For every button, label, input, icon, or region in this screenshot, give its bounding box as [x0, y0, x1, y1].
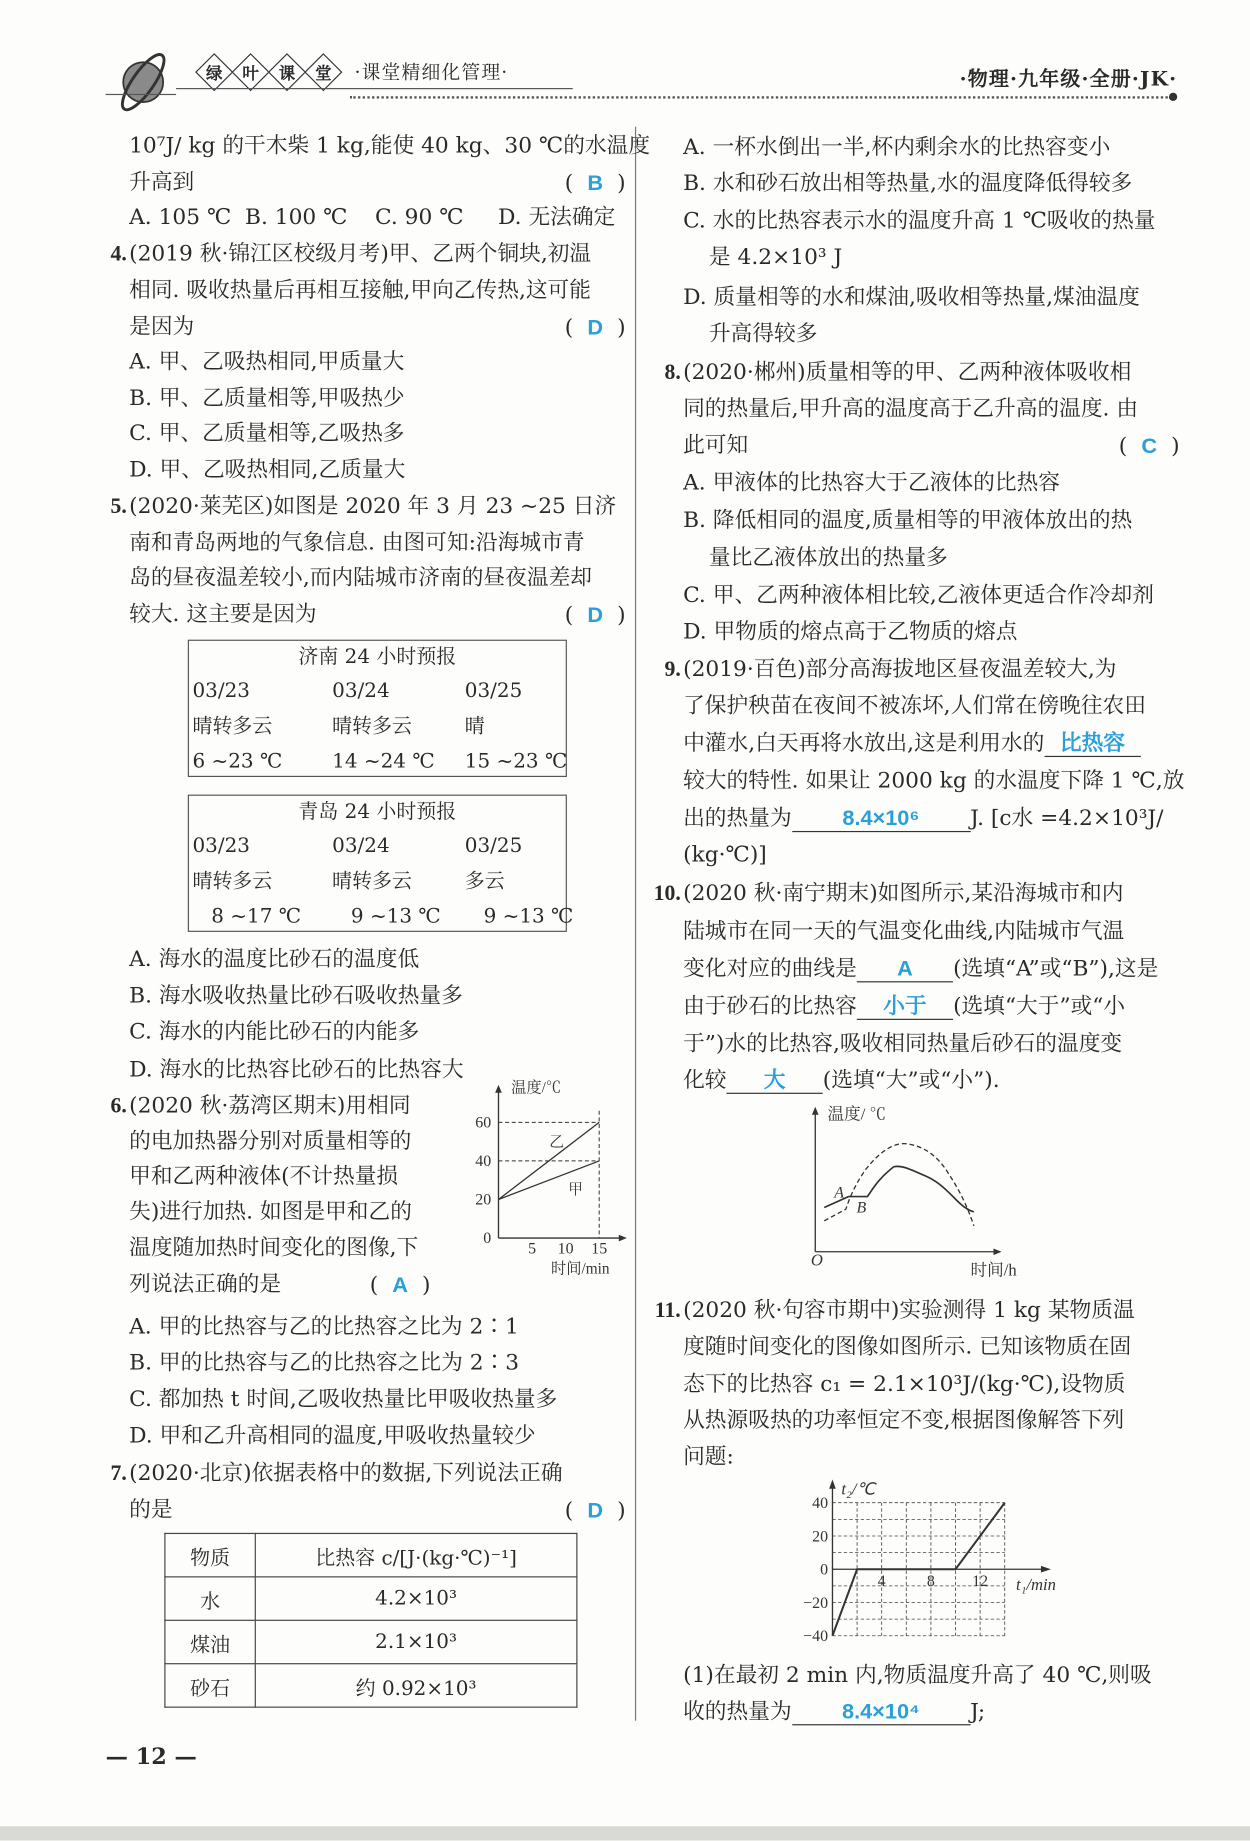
x-axis-arrow-icon [619, 1235, 627, 1242]
line-text: D. 海水的比热容比砂石的比热容大 [129, 1057, 464, 1083]
text-line [129, 1495, 628, 1526]
text-line [683, 617, 1182, 648]
paren-open: ( [564, 603, 574, 628]
answer-blank[interactable]: 8.4×10⁴ [792, 1698, 970, 1725]
line-text: C. 水的比热容表示水的温度升高 1 ℃吸收的热量 [683, 208, 1156, 234]
forecast-weather: 晴转多云 [192, 714, 273, 739]
q10-temperature-curve-graph [799, 1089, 1018, 1279]
y-axis-label: 温度/ ℃ [827, 1104, 887, 1124]
forecast-weather: 多云 [464, 869, 505, 894]
table-cell: 2.1×10³ [255, 1620, 577, 1663]
paren-close: ) [617, 315, 626, 341]
answer-letter: B [587, 170, 604, 195]
line-text: 较大. 这主要是因为 [129, 602, 317, 627]
answer-blank[interactable]: A [857, 955, 953, 982]
line-text: 由于砂石的比热容 [683, 994, 857, 1019]
x-axis-arrow-icon [993, 1248, 1001, 1255]
header-slogan: ·课堂精细化管理· [354, 61, 509, 84]
line-text: 较大的特性. 如果让 2000 kg 的水温度下降 1 ℃,放 [683, 768, 1185, 794]
line-text: 升高到 [129, 170, 195, 195]
choice-answer [370, 1270, 431, 1302]
line-text: 陆城市在同一天的气温变化曲线,内陆城市气温 [683, 919, 1125, 944]
series-line-甲 [498, 1161, 599, 1200]
line-text: 岛的昼夜温差较小,而内陆城市济南的昼夜温差却 [129, 565, 593, 591]
text-line [129, 563, 628, 594]
text-line [664, 655, 1182, 686]
text-line [129, 131, 651, 162]
text-line [683, 1029, 1182, 1060]
text-line [653, 879, 1182, 910]
text-line [129, 600, 628, 631]
line-text: (2020·莱芜区)如图是 2020 年 3 月 23 ~25 日济 [129, 494, 617, 519]
line-text: C. 甲、乙质量相等,乙吸热多 [129, 421, 405, 447]
text-line [110, 492, 628, 523]
choice-answer [565, 168, 626, 200]
text-line [683, 954, 1182, 985]
forecast-temps: 6 ~23 ℃ [192, 749, 283, 774]
table-cell: 水 [165, 1577, 255, 1620]
y-tick-label: 40 [475, 1152, 492, 1170]
table-row [165, 1620, 577, 1663]
forecast-weather: 晴 [464, 714, 485, 739]
line-text: D. 甲物质的熔点高于乙物质的熔点 [683, 619, 1018, 645]
text-line [129, 1312, 628, 1343]
text-line [683, 394, 1182, 425]
text-line [129, 312, 628, 343]
table-cell: 砂石 [165, 1664, 255, 1707]
forecast-dates: 03/25 [464, 834, 523, 858]
forecast-temps: 9 ~13 ℃ [350, 904, 441, 929]
paren-open: ( [1118, 434, 1128, 459]
question-number: 6. [110, 1095, 127, 1119]
paren-close: ) [617, 171, 626, 197]
paren-open: ( [369, 1273, 379, 1299]
y-axis-arrow-icon [812, 1107, 819, 1115]
y-axis-arrow-icon [829, 1479, 836, 1488]
line-text: 出的热量为 [683, 806, 792, 831]
question-number: 9. [664, 658, 681, 682]
paren-open: ( [564, 315, 574, 341]
origin-label: O [810, 1250, 823, 1270]
brand-char-text: 叶 [242, 63, 259, 83]
text-line [683, 283, 1182, 314]
line-text: 问题: [683, 1444, 734, 1470]
forecast-title: 青岛 24 小时预报 [298, 800, 457, 824]
text-line [129, 1349, 628, 1380]
text-line [683, 917, 1182, 948]
line-text: B. 降低相同的温度,质量相等的甲液体放出的热 [683, 508, 1133, 533]
line-text: A. 甲液体的比热容大于乙液体的比热容 [683, 470, 1060, 496]
text-line [110, 239, 628, 270]
brand-char [304, 53, 342, 91]
line-text: 的是 [129, 1497, 173, 1523]
y-tick-label: 40 [812, 1495, 829, 1513]
x-axis-arrow-icon [1041, 1566, 1051, 1573]
header-dotted-rule [350, 96, 1172, 98]
line-text: J; [970, 1699, 986, 1725]
text-line [683, 804, 1182, 835]
line-text: 是因为 [129, 314, 195, 340]
y-tick-label: −20 [803, 1594, 829, 1612]
y-tick-label: 0 [820, 1561, 829, 1579]
question-number: 5. [110, 495, 127, 519]
text-line [683, 319, 1208, 350]
x-tick-label: 10 [557, 1240, 574, 1258]
text-line [129, 1421, 628, 1452]
line-text: 相同. 吸收热量后再相互接触,甲向乙传热,这可能 [129, 278, 591, 303]
text-line [129, 384, 628, 415]
answer-blank[interactable]: 大 [727, 1067, 823, 1094]
line-text: 变化对应的曲线是 [683, 956, 857, 982]
y-tick-label: 20 [475, 1191, 492, 1209]
x-tick-label: 8 [926, 1572, 935, 1590]
line-text: 南和青岛两地的气象信息. 由图可知:沿海城市青 [129, 530, 585, 556]
line-text: 10⁷J/ kg 的干木柴 1 kg,能使 40 kg、30 ℃的水温度 [129, 133, 651, 159]
q11-temperature-time-graph [790, 1469, 1069, 1649]
answer-letter: D [587, 602, 604, 627]
line-text: C. 海水的内能比砂石的内能多 [129, 1019, 420, 1045]
line-text: 的电加热器分别对质量相等的 [129, 1129, 412, 1154]
brand-logo [195, 52, 341, 92]
line-text: (1)在最初 2 min 内,物质温度升高了 40 ℃,则吸 [683, 1663, 1152, 1688]
column-divider [635, 127, 636, 1721]
line-text: 甲和乙两种液体(不计热量损 [129, 1164, 399, 1189]
question-number: 11. [654, 1299, 681, 1323]
line-text: 温度随加热时间变化的图像,下 [129, 1235, 419, 1261]
line-text: 收的热量为 [683, 1699, 792, 1725]
series-label: 甲 [568, 1181, 583, 1198]
line-text: 度随时间变化的图像如图所示. 已知该物质在固 [683, 1334, 1132, 1360]
forecast-dates: 03/23 [192, 679, 250, 704]
forecast-weather: 晴转多云 [192, 869, 273, 894]
series-label: 乙 [549, 1134, 564, 1151]
x-axis-label: 时间/h [970, 1260, 1017, 1280]
paren-close: ) [617, 1498, 626, 1524]
text-line [129, 203, 628, 234]
text-line [683, 840, 1182, 871]
line-text: 于”)水的比热容,吸收相同热量后砂石的温度变 [683, 1031, 1123, 1057]
line-text: A. 海水的温度比砂石的温度低 [129, 947, 420, 972]
line-text: A. 一杯水倒出一半,杯内剩余水的比热容变小 [683, 134, 1111, 160]
y-axis-label: t₂/℃ [841, 1479, 876, 1499]
paren-open: ( [564, 1498, 574, 1524]
question-number: 10. [653, 882, 681, 907]
line-text: B. 水和砂石放出相等热量,水的温度降低得较多 [683, 171, 1133, 197]
text-line [683, 506, 1182, 537]
header-dot [1169, 93, 1177, 101]
x-tick-label: 12 [972, 1572, 989, 1590]
text-line [683, 1406, 1182, 1437]
curve-label-a: A [834, 1184, 844, 1202]
header-rule-left [106, 94, 176, 95]
line-text: D. 甲和乙升高相同的温度,甲吸收热量较少 [129, 1423, 536, 1449]
table-header-row [165, 1533, 577, 1576]
table-header: 物质 [165, 1533, 255, 1576]
line-text: (选填“大于”或“小 [953, 994, 1126, 1019]
paren-close: ) [1171, 434, 1180, 459]
line-text: 失)进行加热. 如图是甲和乙的 [129, 1199, 412, 1225]
line-text: A. 105 ℃ B. 100 ℃ C. 90 ℃ D. 无法确定 [129, 205, 616, 231]
scan-edge [0, 1826, 1250, 1840]
table-cell: 4.2×10³ [255, 1577, 577, 1620]
y-axis-arrow-icon [495, 1085, 502, 1093]
answer-blank[interactable]: 比热容 [1044, 730, 1140, 757]
choice-answer [565, 312, 626, 344]
text-line [129, 528, 628, 559]
text-line [683, 133, 1182, 164]
y-tick-label: 60 [475, 1114, 492, 1132]
line-text: (2020·北京)依据表格中的数据,下列说法正确 [129, 1461, 563, 1486]
forecast-temps: 15 ~23 ℃ [464, 749, 568, 774]
line-text: D. 质量相等的水和煤油,吸收相等热量,煤油温度 [683, 285, 1140, 310]
line-text: (kg·℃)] [683, 842, 767, 868]
q6-temperature-graph [461, 1077, 629, 1277]
answer-letter: D [587, 314, 604, 340]
choice-answer [565, 600, 626, 632]
x-tick-label: 4 [877, 1572, 886, 1590]
brand-char-text: 堂 [315, 63, 332, 83]
choice-answer [1119, 431, 1180, 463]
brand-char-text: 绿 [205, 63, 223, 83]
answer-letter: D [587, 1497, 604, 1523]
planet-logo-icon [108, 47, 178, 115]
y-tick-label: 20 [812, 1528, 829, 1546]
y-tick-label: 0 [483, 1230, 492, 1248]
line-text: (2019 秋·锦江区校级月考)甲、乙两个铜块,初温 [129, 241, 592, 267]
text-line [664, 358, 1182, 389]
text-line [683, 691, 1182, 722]
forecast-dates: 03/25 [464, 679, 523, 704]
header-subject: ·物理·九年级·全册·JK· [959, 68, 1178, 92]
table-cell: 煤油 [165, 1620, 255, 1663]
header-rule [176, 88, 573, 89]
x-tick-label: 15 [591, 1240, 608, 1258]
text-line [683, 992, 1182, 1023]
jinan-forecast-box [188, 640, 567, 777]
text-line [129, 455, 628, 486]
line-text: 中灌水,白天再将水放出,这是利用水的 [683, 731, 1045, 756]
answer-blank[interactable]: 8.4×10⁶ [792, 805, 970, 832]
question-number: 7. [110, 1462, 127, 1486]
line-text: A. 甲、乙吸热相同,甲质量大 [129, 349, 405, 375]
line-text: B. 海水吸收热量比砂石吸收热量多 [129, 983, 463, 1009]
line-text: D. 甲、乙吸热相同,乙质量大 [129, 457, 406, 483]
text-line [129, 347, 628, 378]
text-line [683, 169, 1182, 200]
forecast-dates: 03/24 [332, 679, 390, 704]
specific-heat-table [164, 1533, 577, 1708]
line-text: 了保护秧苗在夜间不被冻坏,人们常在傍晚往农田 [683, 693, 1146, 719]
line-text: 量比乙液体放出的热量多 [708, 545, 948, 571]
text-line [683, 1442, 1182, 1473]
answer-letter: C [1141, 433, 1158, 458]
paren-close: ) [617, 603, 626, 628]
line-text: J. [c水 =4.2×10³J/ [970, 806, 1164, 831]
line-text: 此可知 [683, 433, 749, 458]
text-line [683, 543, 1208, 574]
forecast-weather: 晴转多云 [332, 714, 412, 739]
curve-a-solid [824, 1166, 974, 1212]
line-text: 从热源吸热的功率恒定不变,根据图像解答下列 [683, 1408, 1125, 1434]
table-cell: 约 0.92×10³ [255, 1664, 577, 1707]
table-row [165, 1664, 577, 1707]
brand-char [195, 53, 233, 91]
text-line [129, 1385, 628, 1416]
line-text: (2020 秋·荔湾区期末)用相同 [129, 1093, 411, 1119]
answer-blank[interactable]: 小于 [857, 993, 953, 1020]
text-line [110, 1459, 628, 1490]
line-text: (选填“大”或“小”). [822, 1068, 1000, 1093]
x-tick-label: 5 [528, 1240, 537, 1258]
line-text: (2020 秋·南宁期末)如图所示,某沿海城市和内 [683, 881, 1124, 907]
line-text: 升高得较多 [708, 321, 818, 347]
forecast-temps: 8 ~17 ℃ [211, 904, 302, 929]
text-line [654, 1296, 1182, 1327]
text-line [683, 243, 1208, 274]
text-line [683, 431, 1182, 462]
curve-label-b: B [856, 1199, 867, 1217]
line-text: 列说法正确的是 [129, 1272, 282, 1297]
forecast-weather: 晴转多云 [332, 869, 412, 894]
line-text: (2020·郴州)质量相等的甲、乙两种液体吸收相 [683, 360, 1132, 385]
brand-char [268, 53, 306, 91]
line-text: 同的热量后,甲升高的温度高于乙升高的温度. 由 [683, 396, 1139, 422]
brand-char-text: 课 [278, 63, 296, 83]
page-number: — 12 — [105, 1744, 197, 1770]
text-line [683, 1661, 1182, 1692]
question-number: 4. [110, 242, 127, 267]
text-line [683, 581, 1182, 612]
forecast-temps: 14 ~24 ℃ [332, 749, 435, 774]
line-text: B. 甲的比热容与乙的比热容之比为 2∶3 [129, 1350, 520, 1376]
x-axis-label: t₁/min [1016, 1574, 1056, 1594]
forecast-dates: 03/24 [332, 834, 390, 858]
line-text: C. 都加热 t 时间,乙吸收热量比甲吸收热量多 [129, 1387, 558, 1412]
line-text: (2020 秋·句容市期中)实验测得 1 kg 某物质温 [683, 1298, 1135, 1323]
text-line [683, 1332, 1182, 1363]
question-number: 8. [664, 361, 681, 385]
text-line [129, 276, 628, 307]
text-line [129, 981, 628, 1012]
brand-char [231, 53, 269, 91]
paren-close: ) [422, 1273, 431, 1299]
text-line [683, 207, 1182, 238]
line-text: C. 甲、乙两种液体相比较,乙液体更适合作冷却剂 [683, 583, 1154, 608]
line-text: (2019·百色)部分高海拔地区昼夜温差较大,为 [683, 657, 1117, 682]
text-line [683, 729, 1182, 760]
choice-answer [565, 1495, 626, 1527]
text-line [683, 1370, 1182, 1401]
qingdao-forecast-box [188, 795, 574, 932]
paren-open: ( [564, 171, 574, 197]
table-header: 比热容 c/[J·(kg·℃)⁻¹] [255, 1533, 577, 1576]
line-text: B. 甲、乙质量相等,甲吸热少 [129, 386, 405, 411]
text-line [129, 1018, 628, 1049]
curve-b-dashed [824, 1144, 974, 1226]
forecast-temps: 9 ~13 ℃ [483, 904, 574, 929]
text-line [683, 1697, 1182, 1728]
forecast-dates: 03/23 [192, 834, 250, 858]
y-tick-label: −40 [803, 1628, 829, 1646]
forecast-title: 济南 24 小时预报 [298, 645, 457, 670]
text-line [683, 468, 1182, 499]
line-text: 是 4.2×10³ J [708, 245, 843, 270]
answer-letter: A [392, 1272, 408, 1297]
line-text: A. 甲的比热容与乙的比热容之比为 2∶1 [129, 1314, 519, 1340]
text-line [129, 945, 628, 976]
table-row [165, 1577, 577, 1620]
line-text: 态下的比热容 c₁ = 2.1×10³J/(kg·℃),设物质 [683, 1372, 1126, 1397]
text-line [129, 168, 628, 199]
x-axis-label: 时间/min [550, 1260, 610, 1277]
y-axis-label: 温度/℃ [511, 1079, 562, 1097]
text-line [129, 419, 628, 450]
text-line [683, 766, 1185, 797]
line-text: (选填“A”或“B”),这是 [953, 956, 1159, 982]
line-text: 化较 [683, 1068, 727, 1093]
